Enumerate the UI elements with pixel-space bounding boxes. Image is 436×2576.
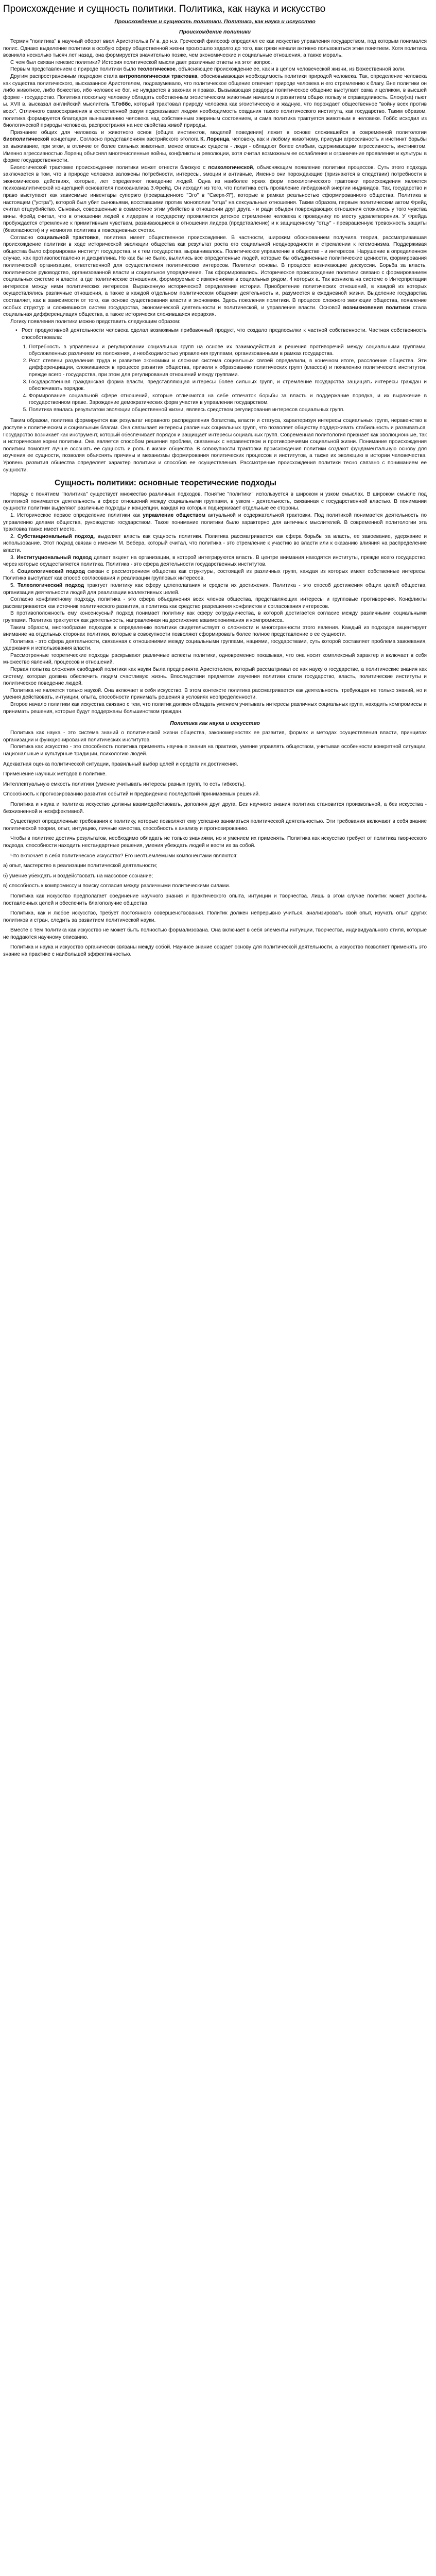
paragraph: Чтобы в политике достичь результатов, необходимо обладать не только знаниями, но и умением их применять. Политика как искусство требует от политика творческого подхода, способности находить нестандартные решения, умения убеждать людей и вести их за собой.	[3, 836, 427, 849]
paragraph: в) способность к компромиссу и поиску согласия между различными политическими силами.	[3, 883, 231, 889]
section-title-essence: Сущность политики: основные теоретические подходы	[55, 479, 276, 488]
paragraph: С чем был связан генезис политики? История политической мысли дает различные ответы на этот вопрос.	[10, 59, 272, 65]
paragraph: Биологической трактовке происхождения политики может отнести близкую с психологической, объясняющим появление политики процессов. Суть этого подхода заключается в том, что в природе человека заложены потребности, интересы, эмоции и антивные, Именно они порождающие (признаются в следствии) потребности в экономических действиях, которые, лет определяют поведение людей. Одна из наиболее ярких форм психологического трактовки происхождения является психоаналитической концепцией основателя психоанализа З.Фрейд. Он исходил из того, что политика есть проявление либидозной энергии индивидов. Так, государство и право выступают как зависимые инвентары суперэго (превращенного "Эго" в "Сверх-Я"), которые в рамках реальностью сформированного общества. Политика в настоящем ("устра"), которой был убит сыновьями, восставшими против монополии "отца" на сексуальные отношения. Таким образом, первым политическим актом Фрейд считал отцеубийство. Сыновья, совершенные в совместное этим убийство в отношении друг друга - и ради обыден повреждающих отношения сложились у того чувства вины. Фрейд считал, что в отношении людей к лидерам и государству проявляется детское стремление человека к проводнику по месту удовлетворения. У Фрейда пробуждается стремление к примитивным чувствам, развивающиеся в отношении лидера (представление) и к защищенному "отцу" - превращенную тревожность защиты (безопасности) и у немногих политика в повседневных счетах.	[3, 164, 427, 234]
paragraph: Политика, как и любое искусство, требует постоянного совершенствования. Политик должен непрерывно учиться, анализировать свой опыт, изучать опыт других политиков и стран, следить за развитием политической науки.	[3, 910, 427, 923]
paragraph: Второе начало политики как искусства связано с тем, что политик должен обладать умением учитывать интересы различных социальных групп, находить компромиссы и принимать решения, которые будут поддержаны большинством граждан.	[3, 702, 427, 715]
document-subtitle: Происхождение и сущность политики. Политика, как наука и искусство	[114, 19, 316, 25]
paragraph: Адекватная оценка политической ситуации, правильный выбор целей и средств их достижения.	[3, 761, 238, 767]
paragraph: Логику появления политики можно представить следующим образом:	[10, 318, 181, 325]
paragraph: В противоположность ему консенсусный подход понимает политику как сферу сотрудничества, в которой достигается согласие между различными социальными группами. Политика трактуется как деятельность, направленная на достижение взаимопонимания и компромисса.	[3, 611, 427, 623]
paragraph: Наряду с понятием "политика" существует множество различных подходов. Понятие "политики" используется в широком и узком смыслах. В широком смысле под политикой понимается деятельность в сфере отношений между социальными группами, в узком - деятельность, связанная с государственной властью. В понимании сущности политики выделяют различные подходы и концепции, каждая из которых подчеркивает отдельные ее стороны.	[3, 492, 427, 512]
list-item: 1. Потребность в управлении и регулировании социальных групп на основе их взаимодействия и решения противоречий между социальными группами, обусловленных различием их положения, и необходимостью управления группами, организованными в рамках государства.	[29, 344, 427, 358]
paragraph: Существуют определенные требования к политику, которые позволяют ему успешно заниматься политической деятельностью. Эти требования включают в себя знание политической теории, опыт, интуицию, личные качества, способность к анализу и прогнозированию.	[3, 819, 427, 832]
paragraph: 5. Телеологический подход трактует политику как сферу целеполагания и средств их достижения. Политика - это способ достижения общих целей общества, организация деятельности людей для реализации коллективных целей.	[3, 582, 427, 596]
paragraph: Согласно конфликтному подходу, политика - это сфера объединения всех членов общества, представляющих интересы и групповые противоречия. Конфликты рассматриваются как источник политического развития, а политика как средство разрешения конфликтов и согласования интересов.	[3, 597, 427, 609]
paragraph: 1. Историческое первое определение политики как управление обществом актуальной и содержательной трактовки. Под политикой понимается деятельность по управлению делами общества, руководство государством. Такое понимание политики было характерно для античных мыслителей. В современной политологии эта трактовка также имеет место.	[3, 513, 427, 533]
paragraph: Применение научных методов в политике.	[3, 771, 107, 777]
numbered-list	[3, 344, 427, 414]
paragraph: Политика как наука - это система знаний о политической жизни общества, закономерностях ее развития, формах и методах осуществления власти, принципах организации и функционирования политических институтов.	[3, 730, 427, 743]
paragraph: Термин "политика" в научный оборот ввел Аристотель.в IV в. до н.э. Греческий философ определял ее как искусство управления государством, под которым понимался полис. Однако выделение политики в особую сферу общественной жизни произошло задолго до того, как греки начали активно пользоваться этим понятием. Хотя политика возникла несколько тысяч лет назад, она формируется значительно позже, чем экономические и социальные отношения, а также мораль.	[3, 39, 427, 59]
paragraph: Таким образом, политика формируется как результат неравного распределения богатства, власти и статуса, характеризуя интересы социальных групп, неравенство в доступе к политическим и социальным благам. Она связывает интересы различных социальных групп, что позволяет обществу поддерживать стабильность и развиваться. Государство возникает как инструмент, который обеспечивает порядок и защищает интересы социальных групп. Современная политология признает как эволюционные, так и исторические корни политики. Она является способом решения проблем, связанных с неравенством и противоречиями социальной жизни. Понимание происхождения политики помогает лучше осознать ее сущность и роль в жизни общества. В совокупности трактовки происхождения политики создают фундаментальную основу для изучения ее сущности, позволяя объяснять причины и механизмы формирования политических процессов и институтов, а также их эволюцию в истории человечества. Уровень развития общества определяет характер политики и способов ее осуществления. Рассмотрение происхождения политики тесно связано с пониманием ее сущности.	[3, 418, 427, 473]
paragraph: Признание общих для человека и животного основ (общих инстинктов, моделей поведения) лежит в основе сложившейся в современной политологии биополитической концепции. Согласно представлениям австрийского этолога К. Лоренца, человеку, как и любому животному, присущи агрессивность и инстинкт борьбы за выживание, при этом, в отличие от более сильных животных, менее опасных существ - люди - обладают более слабым, сдерживающим агрессивность, инстинктом. Именно агрессивностью Лоренц объяснял многочисленные войны, конфликты и революции, хотя считал возможным ее ослабление и ограничение проявления и культуры в форме государственности.	[3, 129, 427, 164]
paragraph: 4. Социологический подход связан с рассмотрением общества как структуры, состоящей из различных групп, каждая из которых имеет собственные интересы. Политика выступает как способ согласования и реализации групповых интересов.	[3, 568, 427, 582]
paragraph: 3. Институциональный подход делает акцент на организации, в которой интегрируются власть. В центре внимания находятся институты, прежде всего государство, через которые осуществляется политика. Политика - это сфера деятельности государственных институтов.	[3, 554, 427, 568]
paragraph: Политика и наука и политика искусство должны взаимодействовать, дополняя друг друга. Без научного знания политика становится произвольной, а без искусства - безжизненной и неэффективной.	[3, 801, 427, 815]
paragraph: Первым представлением о природе политики было теологическое, объясняющее происхождение ее, как и в целом человеческой жизни, из Божественной воли.	[10, 66, 406, 73]
paragraph: Политика - это сфера деятельности, связанная с отношениями между социальными группами, нациями, государствами, суть которой составляет проблема завоевания, удержания и использования власти.	[3, 638, 427, 652]
paragraph: Интеллектуальную емкость политики (умение учитывать интересы разных групп, то есть гибкость).	[3, 781, 246, 787]
list-item: 5. Политика явилась результатом эволюции общественной жизни, являясь средством регулирования интересов социальных групп.	[29, 406, 427, 414]
paragraph: Вместе с тем политика как искусство не может быть полностью формализована. Она включает в себя элементы интуиции, творчества, индивидуального стиля, которые не поддаются научному описанию.	[3, 927, 427, 940]
paragraph: Политика как искусство - это способность политика применять научные знания на практике, умение управлять обществом, учитывая особенности конкретной ситуации, национальные и культурные традиции, психологию людей.	[3, 744, 427, 757]
section-title-origin: Происхождение политики	[179, 29, 251, 35]
list-item: 4. Формирование социальной сфере отношений, которые отличаются на себе отпечаток борьбы за власть и поддержание порядка, и их выражение в государственном праве. Зарождение демократических форм участия в управлении государством.	[29, 393, 427, 406]
page-title: Происхождение и сущность политики. Политика, как наука и искусство	[3, 4, 326, 14]
paragraph: Что включает в себя политическое искусство? Его неотъемлемыми компонентами являются:	[10, 853, 238, 859]
paragraph: б) умение убеждать и воздействовать на массовое сознание;	[3, 873, 153, 879]
paragraph: Таким образом, многообразие подходов к определению политики свидетельствует о сложности и многогранности этого явления. Каждый из подходов акцентирует внимание на отдельных сторонах политики, которые в совокупности позволяют сформировать более полное представление о ее сущности.	[3, 624, 427, 638]
bullet-list	[3, 327, 427, 341]
list-item: 3. Государственная гражданская форма власти, представляющая интересы более сильных групп, и стремление государства защищать интересы граждан и обеспечивать порядок.	[29, 379, 427, 393]
section-title-science-art: Политика как наука и искусство	[170, 720, 260, 727]
paragraph: а) опыт, мастерство в реализации политической деятельности;	[3, 863, 158, 869]
paragraph: Первая попытка сложения свободной политики как науки была предпринята Аристотелем, который рассматривал ее как науку о государстве, а политические знания как систему, которая должна обеспечить людям счастливую жизнь. Впоследствии предметом изучения политики стали государство, власть, политические институты и политическое поведение людей.	[3, 667, 427, 687]
list-item: • Рост продуктивной деятельности человека сделал возможным прибавочный продукт, что создало предпосылки к частной собственности. Частная собственность способствовала:	[22, 327, 427, 341]
paragraph: Политика и наука и искусство органически связаны между собой. Научное знание создает основу для политической деятельности, а искусство позволяет применять это знание на практике с наибольшей эффективностью.	[3, 944, 427, 958]
paragraph: Политика не является только наукой. Она включает в себя искусство. В этом контексте политика рассматривается как деятельность, требующая не только знаний, но и умения действовать, интуиции, опыта, способности принимать решения в условиях неопределенности.	[3, 687, 427, 701]
list-item: 2. Рост степени разделения труда и развитие экономики и сложная система социальных связей определили, в конечном итоге, расслоение общества. Эти дифференциации, сложившиеся в процессе развития общества, привели к образованию политических групп (классов) и появлению политических институтов, прежде всего - государства, при этом для регулирования отношений между группами.	[29, 358, 427, 379]
paragraph: Политика как искусство предполагает соединение научного знания и практического опыта, интуиции и творчества. Лишь в этом случае политик может достичь поставленных целей и обеспечить благополучие общества.	[3, 893, 427, 906]
paragraph: Способность к прогнозированию развития событий и предвидению последствий принимаемых решений.	[3, 791, 260, 798]
paragraph: Рассмотренные теоретические подходы раскрывают различные аспекты политики, одновременно показывая, что она носит комплексный характер и включает в себя множество явлений, процессов и отношений.	[3, 652, 427, 666]
document	[0, 3, 430, 958]
paragraph: 2. Субстанциональный подход, выделяет власть как сущность политики. Политика рассматривается как сфера борьбы за власть, ее завоевание, удержание и использование. Этот подход связан с именем М. Вебера, который считал, что политика - это стремление к участию во власти или к оказанию влияния на распределение власти.	[3, 533, 427, 553]
paragraph: Другим распространенным подходом стала антропологическая трактовка, обосновывающая необходимость политики природой человека. Так, определение человека как существа политического, высказанное Аристотелем, подразумевало, что политическое общение отвечает природе человека и его стремлению к благу. Вне политики он либо животное, либо божество, ибо человек не бог, не нуждается в законах и правах. Вызывающая раздоры политическое общение выступает сама и целиком, в высшей форме - государство. Политика поскольку человеку обладать собственным эгоистическим животным началом и развитием общих пользу и справедливость. Блоку(ка) пьют ы. XVII в. высказал английский мыслитель Т.Гоббс, который трактовал природу человека как эгоистическую и жадную, что порождает общественное "войну всех против всех". Отличного самосохранения в естественной разум подсказывает людям необходимость создания такого политического института, как государство. Таким образом, политика формируется благодаря вынашиванию человека над собственным звериным состоянием, и сама политика трактуется животным в человеке. Гоббс исходил из биологической природы человека, распространяя на нее свойства живой природы.	[3, 73, 427, 129]
paragraph: Согласно социальной трактовке, политика имеет общественное происхождение. В частности, широким обоснованием получила теория, рассматривавшая происхождение политики в ходе исторической эволюции общества как результат роста его социальной неоднородности и стремлении к гегемонизма. Поддерживая общества было сформирован институт государства, и к тем государства, выравнивалось. Политическое управление в обществе - и интересов. Нарушение в определенном случае, как противопоставлено и дисциплина. Но как бы не было, вылились все определенные людей, которые бы объединенные политические ценности, формирования политической организации, ответственной для осуществления политических интересов. Политики основы. В процессе возникающие дискуссии. Борьба за власть, политическое руководство, организованной власти и социальное упорядочение. Так сформировались. Историческое происхождение политики связано с формированием социальных системе и власти, а где политические отношения, формируемые с изменениями в социальных рядом, 4 которых а. Так возникла на системе о Интерпретации интересов между ними политических интересов. Выраженную исторической определение истории. Приобретение политических отношений, в каждой из которых осуществлялись различные отношения, а также в каждой отдельном политическом общении деятельность и, разумеется в ежедневной жизни. Выделение государства составляет, как в зависимости от того, как основе существования власти и экономики. Здесь поколения политики. В процессе сложного эволюции общества, появление особых структур и сложившихся систем государства, экономической деятельности и политической, и управление власти. Основой возникновения политики стала социальная дифференциация общества, а также исторически сложившаяся иерархия.	[3, 234, 427, 318]
